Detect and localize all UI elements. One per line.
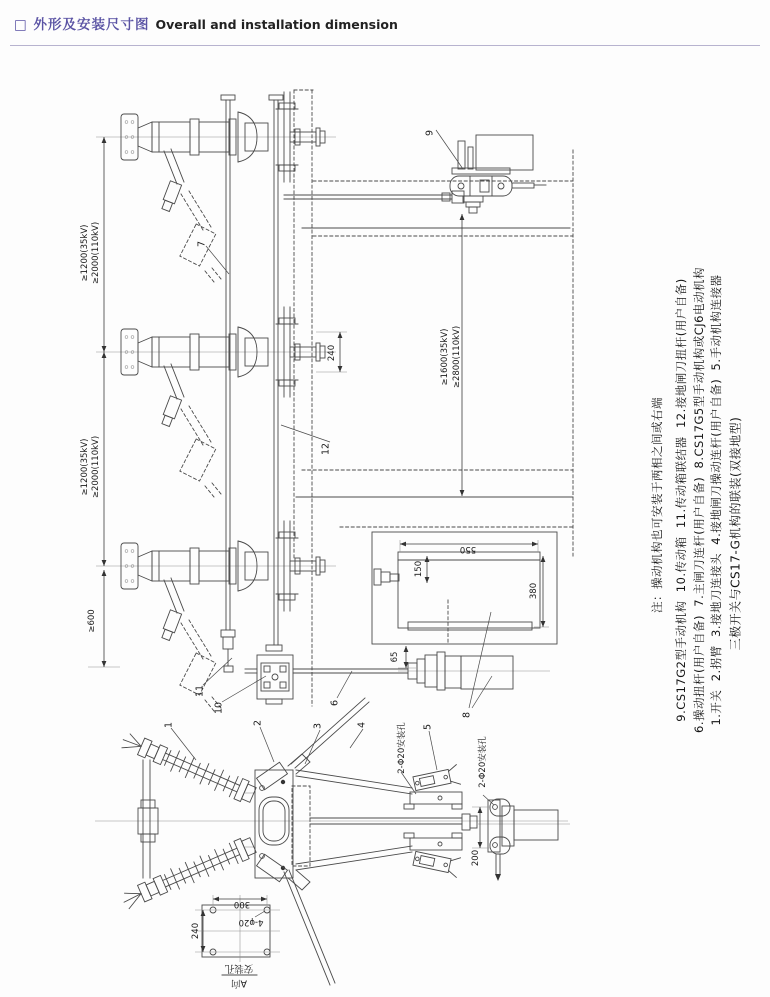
parts-list-line-1: 1.开关 2.拐臂 3.接地刀连接头 4.接地闸刀操动连杆(用户自备) 5.手动机构连接器 <box>709 274 723 726</box>
label-4-phi20: 4-φ20 <box>238 917 264 927</box>
drawing-title: 三极开关与CS17-G机构的联装(双接地型) <box>728 416 743 651</box>
terminal-link <box>138 760 158 878</box>
label-mounting-holes-b: 2-Φ20安装孔 <box>478 736 488 788</box>
part-label-9: 9 <box>424 129 436 137</box>
pole-assembly-3 <box>96 521 336 711</box>
pole-assembly-1 <box>96 92 336 282</box>
dim-2000-a: ≥2000(110kV) <box>91 221 101 285</box>
drive-rods <box>296 770 477 870</box>
crank-upper <box>257 754 310 790</box>
parts-list-line-3: 9.CS17G2型手动机构 10.传动箱 11.传动箱联结器 12.接地闸刀扭杆(用户自备) <box>674 278 688 722</box>
dim-2800: ≥2800(110kV) <box>452 325 462 389</box>
transmission-box <box>245 645 293 704</box>
insulator-upper <box>119 729 257 805</box>
part-label-4: 4 <box>356 721 368 729</box>
dim-600: ≥600 <box>87 609 97 633</box>
link-rod-top <box>284 191 464 203</box>
detail-view-label: A向 <box>231 977 247 989</box>
torsion-rod-and-mechanism <box>293 652 550 690</box>
linkage-lower <box>404 833 462 877</box>
part-label-1: 1 <box>163 721 175 729</box>
dim-150: 150 <box>414 560 424 578</box>
part-label-5: 5 <box>422 723 434 731</box>
dim-240: 240 <box>327 344 337 362</box>
dim-65: 65 <box>390 651 400 663</box>
reference-lines <box>294 90 573 706</box>
dim-2000-b: ≥2000(110kV) <box>91 435 101 499</box>
dim-1600: ≥1600(35kV) <box>440 328 450 386</box>
dim-550: 550 <box>459 544 477 554</box>
dim-1200-a: ≥1200(35kV) <box>80 224 90 282</box>
linkage-upper <box>404 765 462 809</box>
drawing-note: 注：操动机构也可安装于两相之间或右端 <box>650 397 664 613</box>
part-label-7: 7 <box>196 240 208 248</box>
dim-240-detail: 240 <box>191 922 201 940</box>
pole-assembly-2 <box>96 307 336 497</box>
box-bullet-icon: □ <box>14 17 28 33</box>
mechanism-front-view <box>478 799 570 881</box>
part-label-8: 8 <box>461 711 473 719</box>
part-label-11: 11 <box>194 684 206 698</box>
main-view <box>88 90 573 711</box>
section-title-en: Overall and installation dimension <box>155 17 398 32</box>
section-title-zh: □ 外形及安装尺寸图 <box>14 17 150 33</box>
earthing-rod <box>269 95 283 645</box>
part-label-6: 6 <box>329 699 341 707</box>
part-label-10: 10 <box>213 701 225 715</box>
phase-spacing-dimensions <box>88 137 120 667</box>
dim-200: 200 <box>471 849 481 867</box>
main-blade-rod <box>221 95 235 672</box>
leader-lines <box>203 130 492 708</box>
part-label-3: 3 <box>312 722 324 730</box>
label-mounting-holes-a: 2-Φ20安装孔 <box>397 722 407 774</box>
crank-lower <box>257 854 310 890</box>
detail-caption: 安装孔 <box>224 962 254 974</box>
part-label-12: 12 <box>320 442 332 456</box>
dim-380: 380 <box>529 582 539 600</box>
dim-1200-b: ≥1200(35kV) <box>80 438 90 496</box>
front-view <box>95 698 570 985</box>
base-frame <box>245 770 310 878</box>
dim-300: 300 <box>233 899 251 909</box>
leader-lines-front <box>171 727 494 805</box>
earthing-operating-rods <box>284 698 369 985</box>
parts-list-line-2: 6.操动扭杆(用户自备) 7.主闸刀连杆(用户自备) 8.CS17G5型手动机构或CJ6电动机构 <box>692 267 706 733</box>
part-label-2: 2 <box>252 719 264 727</box>
